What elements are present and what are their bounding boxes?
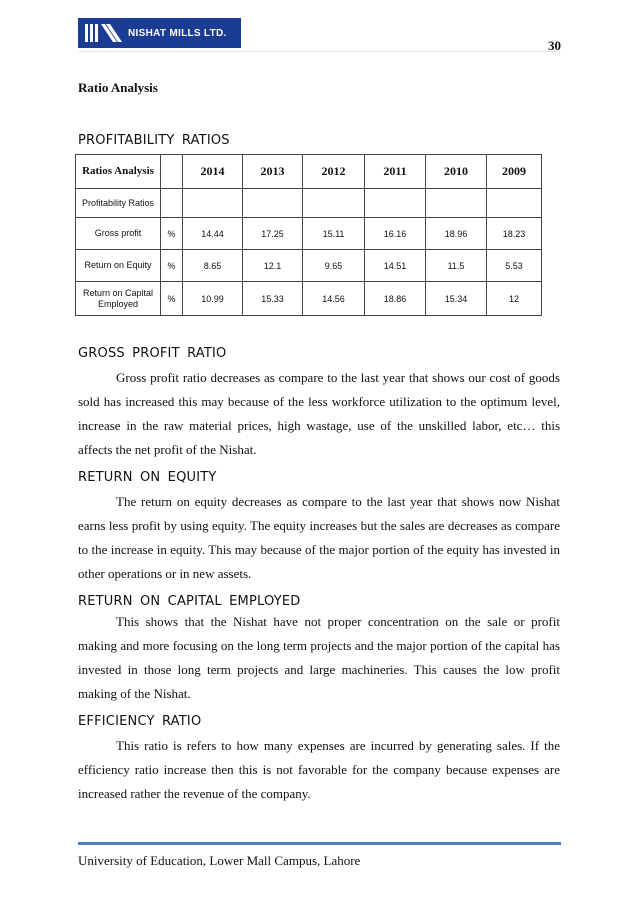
year-header: 2010 <box>426 155 487 189</box>
table-cell: 16.16 <box>365 218 426 250</box>
nishat-logo-icon <box>84 22 124 44</box>
table-cell: 14.44 <box>183 218 243 250</box>
table-cell: 14.51 <box>365 250 426 282</box>
table-cell: 18.86 <box>365 282 426 316</box>
table-cell: 18.23 <box>487 218 542 250</box>
table-cell: 12 <box>487 282 542 316</box>
row-label: Return on Equity <box>76 250 161 282</box>
table-row <box>76 218 542 250</box>
table-cell <box>183 189 243 218</box>
group-label: Profitability Ratios <box>76 189 161 218</box>
table-cell <box>487 189 542 218</box>
footer-divider <box>78 842 561 845</box>
table-cell: 5.53 <box>487 250 542 282</box>
table-cell: 10.99 <box>183 282 243 316</box>
table-cell <box>365 189 426 218</box>
row-label: Gross profit <box>76 218 161 250</box>
table-cell: 15.34 <box>426 282 487 316</box>
gross-profit-ratio-heading: GROSS PROFIT RATIO <box>78 346 227 361</box>
return-on-equity-heading: RETURN ON EQUITY <box>78 470 217 485</box>
table-cell <box>243 189 303 218</box>
table-cell <box>426 189 487 218</box>
logo-text: NISHAT MILLS LTD. <box>128 27 227 39</box>
efficiency-ratio-paragraph: This ratio is refers to how many expenses are incurred by generating sales. If the efficiency ratio increase then this is not favorable for the company because expenses are increased rather the revenue of the company. <box>78 738 560 801</box>
row-unit: % <box>161 218 183 250</box>
year-header: 2009 <box>487 155 542 189</box>
year-header: 2012 <box>303 155 365 189</box>
company-logo <box>78 18 241 48</box>
table-cell: 18.96 <box>426 218 487 250</box>
table-unit-header <box>161 155 183 189</box>
table-cell: 9.65 <box>303 250 365 282</box>
year-header: 2014 <box>183 155 243 189</box>
table-cell: 15.33 <box>243 282 303 316</box>
table-cell <box>161 189 183 218</box>
profitability-ratios-heading: PROFITABILITY RATIOS <box>78 133 230 148</box>
page-number: 30 <box>548 38 561 53</box>
table-cell: 14.56 <box>303 282 365 316</box>
row-unit: % <box>161 250 183 282</box>
table-corner-header: Ratios Analysis <box>76 155 161 189</box>
page-title: Ratio Analysis <box>78 80 158 95</box>
table-row <box>76 250 542 282</box>
table-cell <box>303 189 365 218</box>
table-group-row <box>76 189 542 218</box>
footer-text: University of Education, Lower Mall Campus, Lahore <box>78 853 361 868</box>
return-on-capital-employed-paragraph: This shows that the Nishat have not proper concentration on the sale or profit making and more focusing on the long term projects and the major portion of the capital has invested in those long term projects and large machineries. This causes the low profit making of the Nishat. <box>78 614 560 701</box>
table-cell: 17.25 <box>243 218 303 250</box>
efficiency-ratio-heading: EFFICIENCY RATIO <box>78 714 202 729</box>
ratios-table <box>75 154 542 316</box>
table-header-row <box>76 155 542 189</box>
table-cell: 8.65 <box>183 250 243 282</box>
row-label: Return on Capital Employed <box>76 282 161 316</box>
table-row <box>76 282 542 316</box>
year-header: 2013 <box>243 155 303 189</box>
year-header: 2011 <box>365 155 426 189</box>
table-cell: 11.5 <box>426 250 487 282</box>
row-unit: % <box>161 282 183 316</box>
header-divider <box>78 51 561 52</box>
return-on-capital-employed-heading: RETURN ON CAPITAL EMPLOYED <box>78 594 301 609</box>
table-cell: 15.11 <box>303 218 365 250</box>
gross-profit-paragraph: Gross profit ratio decreases as compare to the last year that shows our cost of goods sold has increased this may because of the less workforce utilization to the optimum level, increase in the raw material prices, high wastage, use of the unskilled labor, etc… this affects the net profit of the Nishat. <box>78 370 560 457</box>
return-on-equity-paragraph: The return on equity decreases as compare to the last year that shows now Nishat earns less profit by using equity. The equity increases but the sales are decreases as compare to the increase in equity. This may because of the major portion of the equity has invested in other operations or in new assets. <box>78 494 560 581</box>
table-cell: 12.1 <box>243 250 303 282</box>
